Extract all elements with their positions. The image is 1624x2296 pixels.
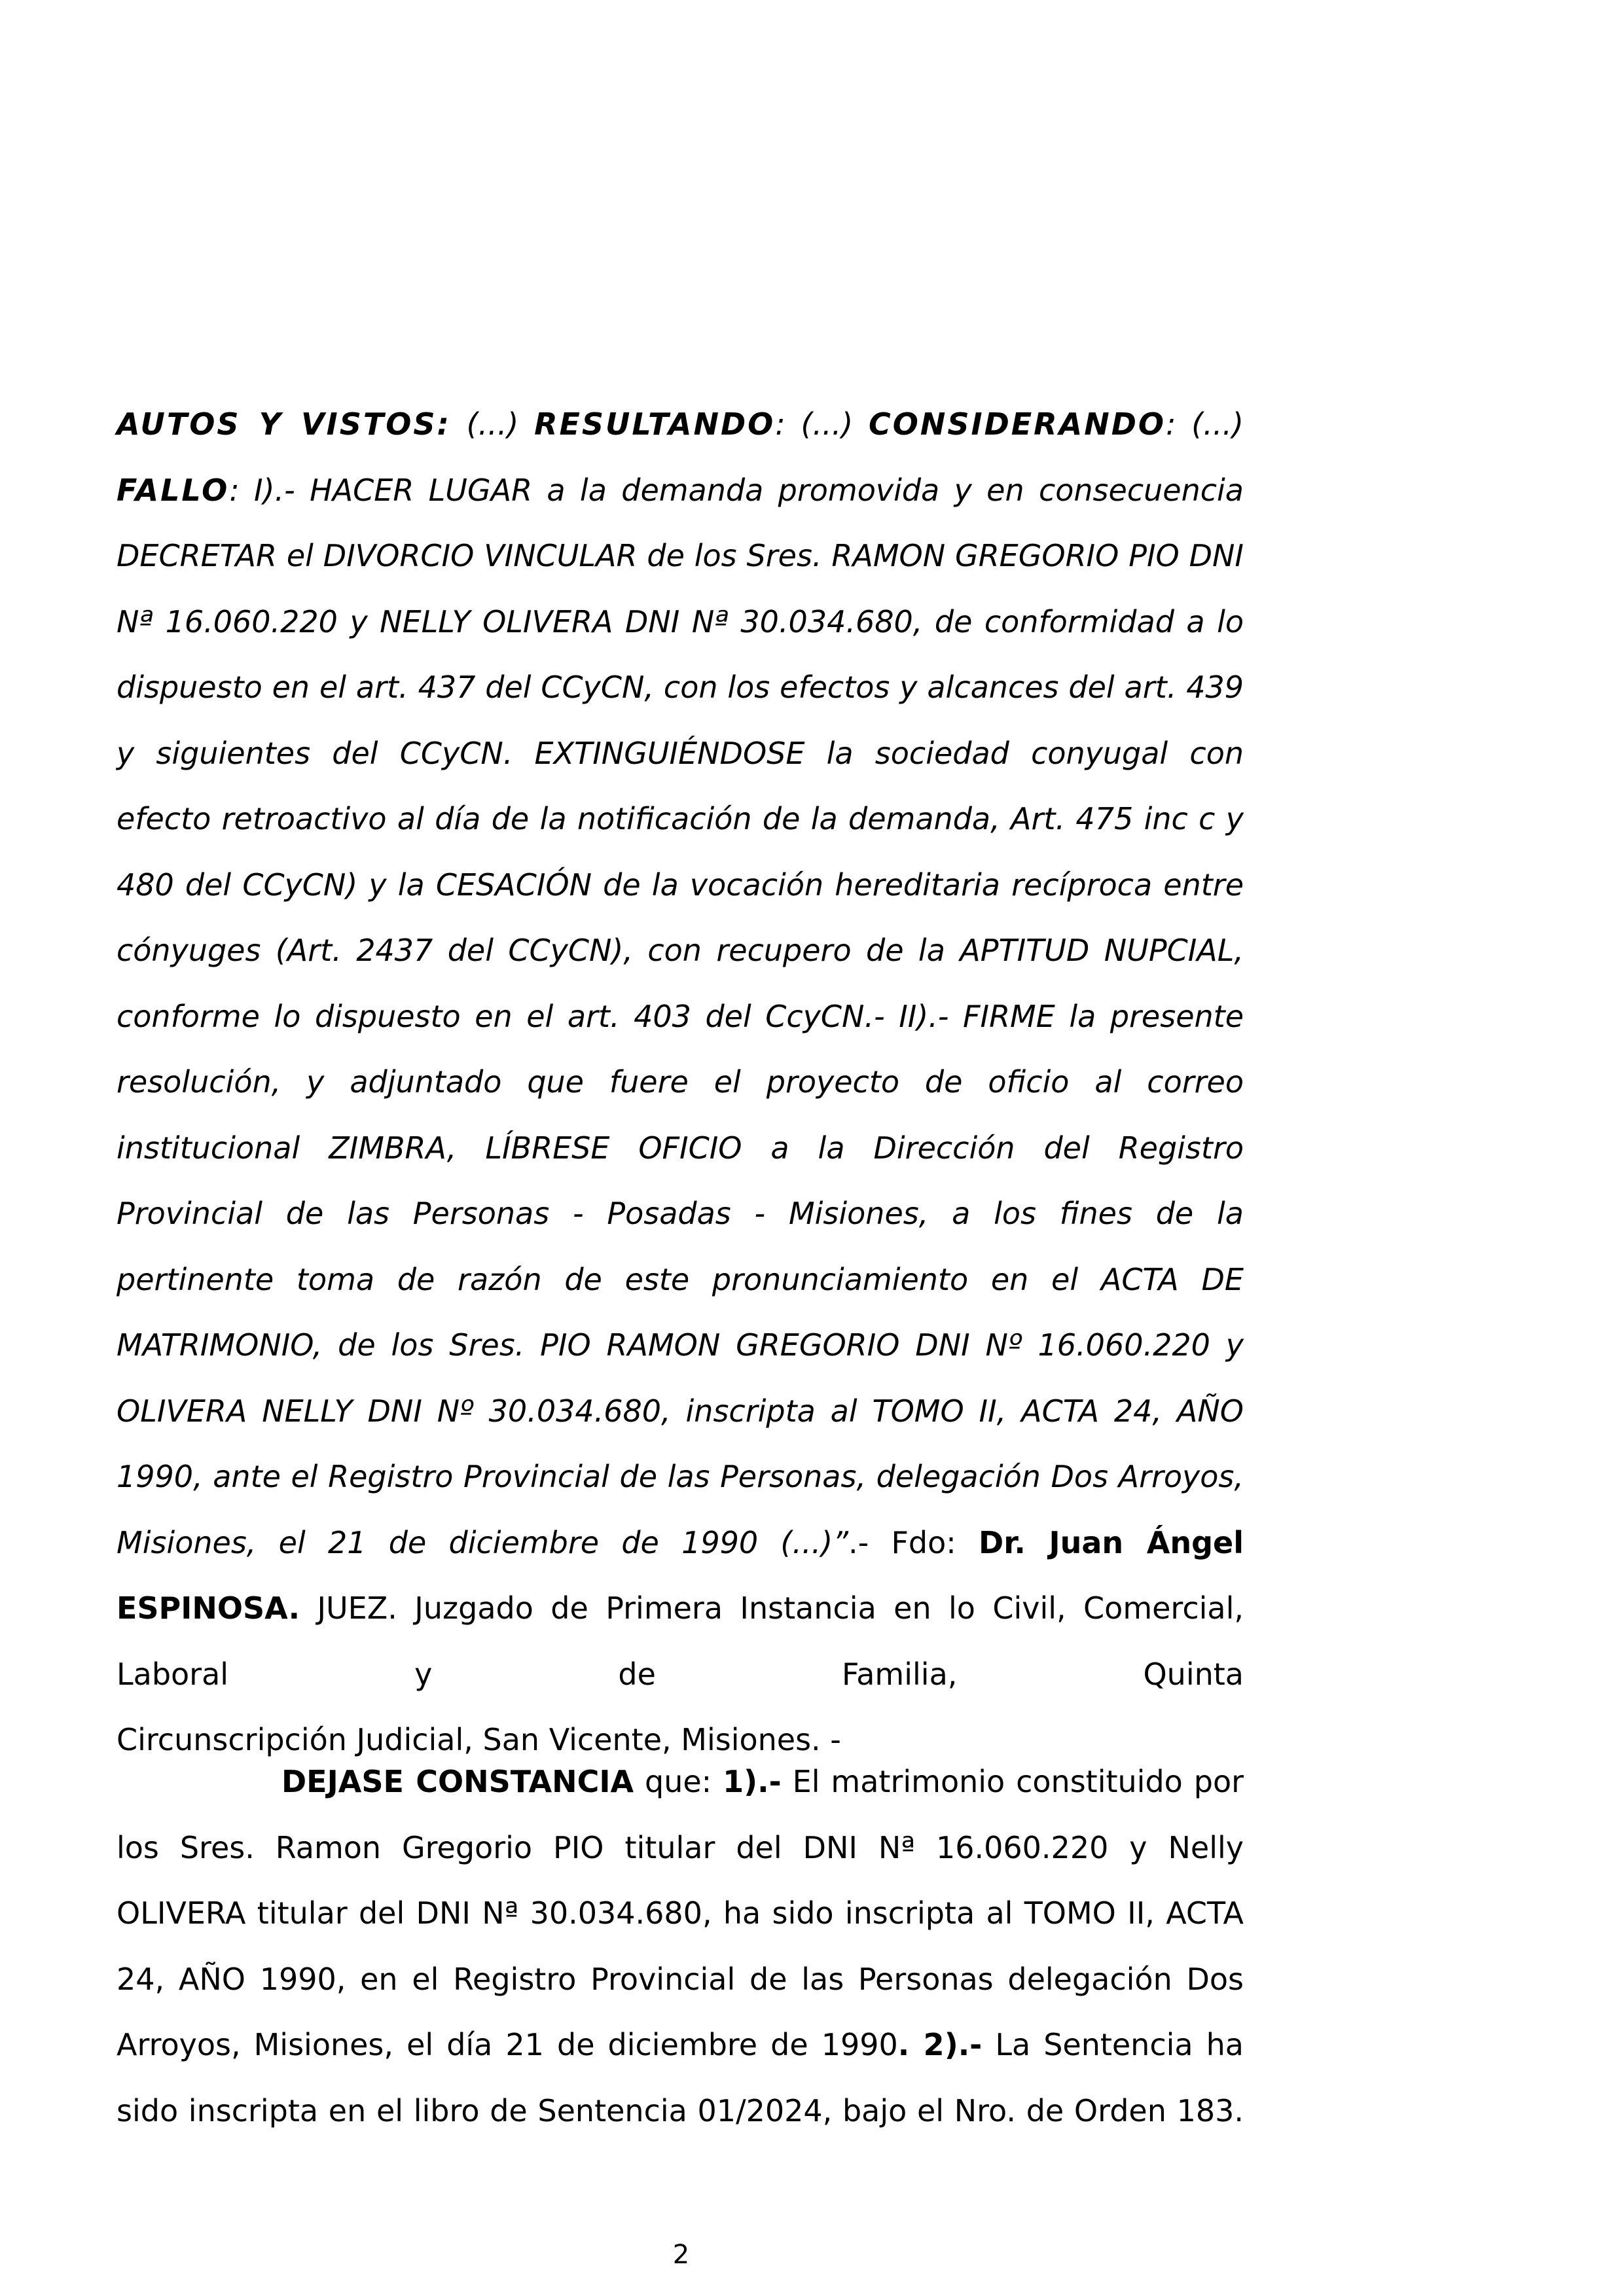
considerando-label: CONSIDERANDO — [868, 406, 1166, 442]
page-number: 2 — [672, 2240, 690, 2270]
autos-label: AUTOS Y VISTOS: — [117, 406, 451, 442]
item2-label: . 2).- — [897, 2027, 983, 2062]
fallo-text: : I).- HACER LUGAR a la demanda promovida y en consecuencia DECRETAR el DIVORCIO VINCULAR de los Sres. RAMON GREGORIO PIO DNI Nª 16.060.220 y NELLY OLIVERA DNI Nª 30.034.680, de conformidad a lo dispuesto en el art. 437 del CCyCN, con los efectos y alcances del art. 439 y siguientes del CCyCN. EXTINGUIÉNDOSE la sociedad conyugal con efecto retroactivo al día de la notificación de la demanda, Art. 475 inc c y 480 del CCyCN) y la CESACIÓN de la vocación hereditaria recíproca entre cónyuges (Art. 2437 del CCyCN), con recupero de la APTITUD NUPCIAL, conforme lo dispuesto en el art. 403 del CcyCN.- II).- FIRME la presente resolución, y adjuntado que fuere el proyecto de oficio al correo institucional ZIMBRA, LÍBRESE OFICIO a la Dirección del Registro Provincial de las Personas - Posadas - Misiones, a los fines de la pertinente toma de razón de este pronunciamiento en el ACTA DE MATRIMONIO, de los Sres. PIO RAMON GREGORIO DNI Nº 16.060.220 y OLIVERA NELLY DNI Nº 30.034.680, inscripta al TOMO II, ACTA 24, AÑO 1990, ante el Registro Provincial de las Personas, delegación Dos Arroyos, Misiones, el 21 de diciembre de 1990 (...)” — [117, 472, 1244, 1560]
autos-ellipsis: (...) — [450, 406, 535, 442]
resultando-label: RESULTANDO — [534, 406, 776, 442]
resultando-ellipsis: : (...) — [775, 406, 869, 442]
fallo-label: FALLO — [117, 472, 230, 508]
item1-label: 1).- — [723, 1764, 782, 1799]
constancia-paragraph — [117, 1749, 1244, 2144]
considerando-ellipsis: : (...) — [1166, 406, 1244, 442]
constancia-label: DEJASE CONSTANCIA — [281, 1764, 634, 1799]
court-text: JUEZ. Juzgado de Primera Instancia en lo Civil, Comercial, Laboral y de Familia, Quinta — [117, 1590, 1244, 1692]
constancia-que: que: — [634, 1764, 723, 1799]
fallo-paragraph — [117, 391, 1244, 1773]
signature-prefix: .- Fdo: — [848, 1524, 979, 1560]
court-last-line: Circunscripción Judicial, San Vicente, Misiones. - — [117, 1722, 841, 1757]
item2-text: La Sentencia ha sido inscripta en el libro de Sentencia 01/2024, bajo el Nro. de Orden 183. — [117, 2027, 1244, 2128]
item1-text: El matrimonio constituido por los Sres. Ramon Gregorio PIO titular del DNI Nª 16.060.220 y Nelly OLIVERA titular del DNI Nª 30.034.680, ha sido inscripta al TOMO II, ACTA 24, AÑO 1990, en el Registro Provincial de las Personas delegación Dos Arroyos, Misiones, el día 21 de diciembre de 1990 — [117, 1764, 1244, 2062]
judge-name: Dr. Juan Ángel ESPINOSA. — [117, 1524, 1244, 1626]
